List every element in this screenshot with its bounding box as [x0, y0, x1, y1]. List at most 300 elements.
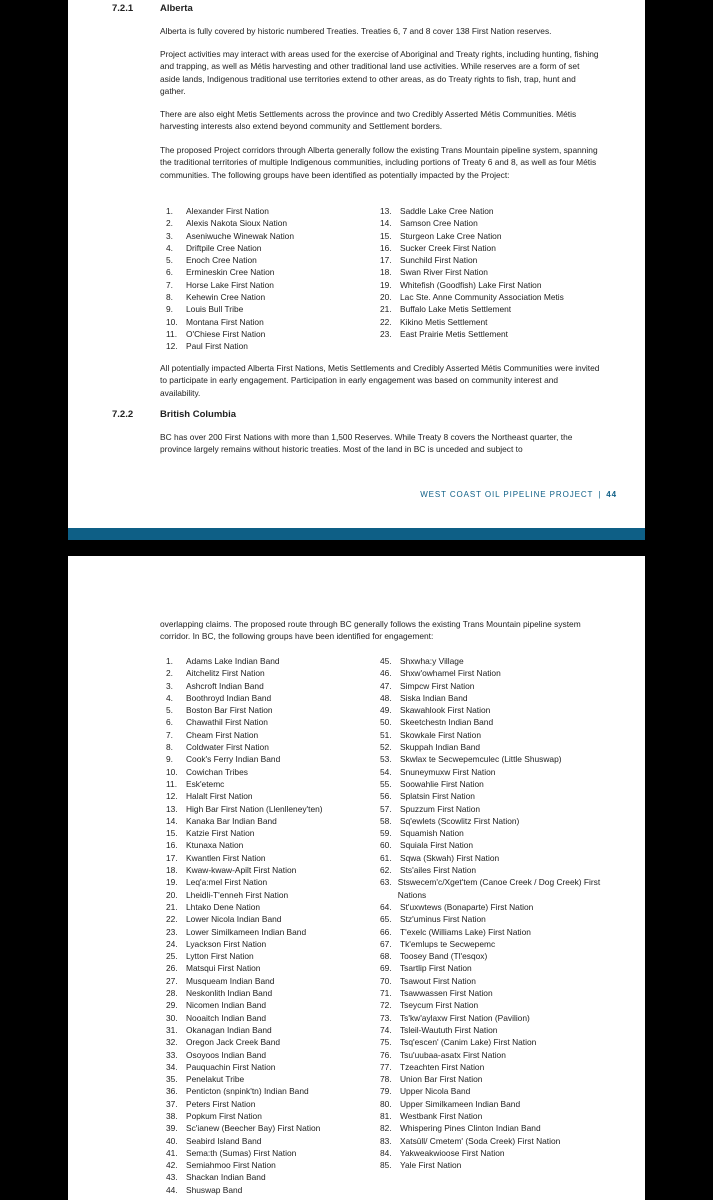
list-item-text: Kikino Metis Settlement: [400, 316, 488, 327]
list-item-text: Lyackson First Nation: [186, 938, 267, 949]
list-item: [166, 987, 366, 999]
list-item: [380, 279, 620, 291]
list-item-number: 12.: [166, 341, 178, 352]
list-item: [380, 291, 620, 303]
list-item-text: Skeetchestn Indian Band: [400, 717, 494, 728]
list-item: [166, 328, 376, 340]
list-item-text: Splatsin First Nation: [400, 791, 475, 802]
list-item-number: 5.: [166, 705, 173, 716]
list-item-text: Lheidli-T'enneh First Nation: [186, 889, 289, 900]
paragraph-early-engagement: All potentially impacted Alberta First Nations, Metis Settlements and Credibly Asserted Métis Communities were invited to participate in early engagement. Participation in early engagement was based on community interest and availability.: [160, 363, 600, 398]
list-item: [380, 1073, 605, 1085]
list-item-text: Sturgeon Lake Cree Nation: [400, 230, 502, 241]
list-item-text: Kehewin Cree Nation: [186, 292, 266, 303]
list-item-number: 22.: [166, 914, 178, 925]
list-item-number: 39.: [166, 1123, 178, 1134]
list-item-text: Ktunaxa Nation: [186, 840, 244, 851]
list-item: [166, 1110, 366, 1122]
list-item: [166, 827, 366, 839]
list-item-number: 64.: [380, 901, 392, 912]
list-item-text: Ermineskin Cree Nation: [186, 267, 275, 278]
list-item-text: Cook's Ferry Indian Band: [186, 754, 281, 765]
list-item-text: Tsartlip First Nation: [400, 963, 472, 974]
list-item-number: 18.: [380, 267, 392, 278]
list-item-text: Driftpile Cree Nation: [186, 242, 262, 253]
list-item: [166, 279, 376, 291]
list-item-number: 61.: [380, 852, 392, 863]
list-item-text: Union Bar First Nation: [400, 1074, 483, 1085]
list-item-number: 76.: [380, 1049, 392, 1060]
list-item: [166, 205, 376, 217]
list-item-text: East Prairie Metis Settlement: [400, 328, 508, 339]
list-item-text: Cowichan Tribes: [186, 766, 248, 777]
list-item-number: 54.: [380, 766, 392, 777]
list-item-number: 66.: [380, 926, 392, 937]
list-item-number: 21.: [166, 901, 178, 912]
list-item-number: 62.: [380, 865, 392, 876]
list-item: [380, 205, 620, 217]
list-item: [166, 1024, 366, 1036]
list-item: [380, 1098, 605, 1110]
list-item-number: 15.: [380, 230, 392, 241]
list-item: [380, 753, 605, 765]
list-item-number: 70.: [380, 975, 392, 986]
list-item-number: 82.: [380, 1123, 392, 1134]
list-item: [166, 1061, 366, 1073]
page-accent-bar: [68, 528, 645, 540]
list-item: [166, 230, 376, 242]
list-item: [380, 217, 620, 229]
list-item: [166, 316, 376, 328]
list-item: [380, 303, 620, 315]
list-item-number: 41.: [166, 1147, 178, 1158]
list-item-text: Sc'ianew (Beecher Bay) First Nation: [186, 1123, 321, 1134]
list-item: [380, 901, 605, 913]
list-item-text: Penticton (snpink'tn) Indian Band: [186, 1086, 309, 1097]
list-item-number: 13.: [380, 206, 392, 216]
list-item-text: Lhtako Dene Nation: [186, 901, 261, 912]
list-item-text: Horse Lake First Nation: [186, 279, 274, 290]
list-item-number: 34.: [166, 1061, 178, 1072]
list-item: [166, 741, 366, 753]
list-item: [166, 950, 366, 962]
list-item-text: Upper Similkameen Indian Band: [400, 1098, 521, 1109]
list-item: [380, 926, 605, 938]
list-item: [166, 303, 376, 315]
list-item-number: 67.: [380, 938, 392, 949]
list-item: [166, 1184, 366, 1196]
list-item: [380, 242, 620, 254]
list-item: [166, 1049, 366, 1061]
list-item-text: Tsawout First Nation: [400, 975, 476, 986]
paragraph-bc-first-nations: BC has over 200 First Nations with more than 1,500 Reserves. While Treaty 8 covers the Northeast quarter, the province largely remains without historic treaties. Most of the land in BC is unceded and subject to: [160, 432, 573, 455]
list-item-text: Skuppah Indian Band: [400, 742, 481, 753]
list-item-text: Pauquachin First Nation: [186, 1061, 276, 1072]
list-item-text: Shxw'owhamel First Nation: [400, 668, 501, 679]
list-item-text: Buffalo Lake Metis Settlement: [400, 304, 512, 315]
list-item-text: Shackan Indian Band: [186, 1172, 266, 1183]
list-item-number: 14.: [166, 815, 178, 826]
list-item: [380, 999, 605, 1011]
list-item-number: 52.: [380, 742, 392, 753]
list-item-text: Sqwa (Skwah) First Nation: [400, 852, 500, 863]
list-item: [166, 803, 366, 815]
list-item-text: Esk'etemc: [186, 778, 225, 789]
list-item-number: 7.: [166, 729, 173, 740]
list-item: [166, 266, 376, 278]
list-item: [380, 254, 620, 266]
list-item-number: 71.: [380, 988, 392, 999]
document-page-45: [68, 556, 645, 1200]
list-item-number: 29.: [166, 1000, 178, 1011]
list-item: [380, 950, 605, 962]
list-item: [166, 291, 376, 303]
list-item-text: Ashcroft Indian Band: [186, 680, 264, 691]
list-item-number: 81.: [380, 1110, 392, 1121]
list-item-text: Cheam First Nation: [186, 729, 259, 740]
list-item-text: St'uxwtews (Bonaparte) First Nation: [400, 901, 534, 912]
list-item: [380, 864, 605, 876]
list-item: [380, 1135, 605, 1147]
alberta-groups-list-right: [380, 205, 620, 340]
list-item-number: 2.: [166, 218, 173, 229]
list-item-text: Coldwater First Nation: [186, 742, 269, 753]
list-item-number: 80.: [380, 1098, 392, 1109]
list-item-text: Leq'a:mel First Nation: [186, 877, 268, 888]
list-item-number: 65.: [380, 914, 392, 925]
list-item: [166, 864, 366, 876]
list-item: [166, 242, 376, 254]
bc-groups-list-right: [380, 655, 605, 1171]
list-item-text: Xatsūll/ Cmetem' (Soda Creek) First Nation: [400, 1135, 561, 1146]
list-item: [380, 1049, 605, 1061]
list-item-text: Swan River First Nation: [400, 267, 488, 278]
list-item-number: 85.: [380, 1160, 392, 1171]
list-item-number: 46.: [380, 668, 392, 679]
list-item-text: Semiahmoo First Nation: [186, 1160, 276, 1171]
list-item-text: Squiala First Nation: [400, 840, 474, 851]
list-item: [380, 1061, 605, 1073]
list-item: [166, 1135, 366, 1147]
paragraph-project-activities: Project activities may interact with areas used for the exercise of Aboriginal and Treaty rights, including hunting, fishing and trapping, as well as Métis harvesting and other traditional land use activities. While reserves are a form of set aside lands, Indigenous traditional use territories extend to other areas, as do Treaty rights to fish, trap, hunt and gather.: [160, 49, 599, 96]
list-item: [166, 839, 366, 851]
list-item: [380, 230, 620, 242]
list-item-number: 78.: [380, 1074, 392, 1085]
paragraph-project-corridors: The proposed Project corridors through Alberta generally follow the existing Trans Mountain pipeline system, spanning the traditional territories of multiple Indigenous communities, including portions of Treaty 6 and 8, as well as four Métis communities. The following groups have been identified as potentially impacted by the Project:: [160, 145, 598, 180]
list-item-text: Matsqui First Nation: [186, 963, 261, 974]
list-item: [380, 975, 605, 987]
list-item-text: Montana First Nation: [186, 316, 264, 327]
list-item-text: Adams Lake Indian Band: [186, 656, 280, 666]
list-item: [380, 1110, 605, 1122]
list-item-number: 83.: [380, 1135, 392, 1146]
list-item-text: Westbank First Nation: [400, 1110, 483, 1121]
list-item-text: Popkum First Nation: [186, 1110, 262, 1121]
section-number: 7.2.1: [112, 3, 134, 14]
list-item-number: 12.: [166, 791, 178, 802]
list-item-number: 8.: [166, 292, 173, 303]
list-item: [380, 266, 620, 278]
list-item-number: 13.: [166, 803, 178, 814]
list-item-number: 4.: [166, 242, 173, 253]
list-item: [380, 704, 605, 716]
list-item-number: 24.: [166, 938, 178, 949]
paragraph-metis-settlements: There are also eight Metis Settlements across the province and two Credibly Asserted Métis Communities. Métis harvesting interests also extend beyond community and Settlement borders.: [160, 109, 577, 132]
list-item-text: Skawahlook First Nation: [400, 705, 491, 716]
list-item-number: 58.: [380, 815, 392, 826]
list-item-number: 60.: [380, 840, 392, 851]
list-item-text: Aitchelitz First Nation: [186, 668, 265, 679]
list-item-number: 10.: [166, 316, 178, 327]
list-item-number: 5.: [166, 255, 173, 266]
list-item-text: Sema:th (Sumas) First Nation: [186, 1147, 297, 1158]
list-item-number: 28.: [166, 988, 178, 999]
list-item-text: Katzie First Nation: [186, 828, 255, 839]
list-item-text: Simpcw First Nation: [400, 680, 475, 691]
list-item: [166, 962, 366, 974]
list-item-number: 1.: [166, 206, 173, 216]
list-item: [166, 254, 376, 266]
list-item-text: Skowkale First Nation: [400, 729, 481, 740]
list-item-text: Stz'uminus First Nation: [400, 914, 486, 925]
list-item-number: 59.: [380, 828, 392, 839]
list-item-number: 63.: [380, 877, 392, 888]
list-item-number: 56.: [380, 791, 392, 802]
list-item: [380, 716, 605, 728]
list-item-number: 31.: [166, 1024, 178, 1035]
list-item-text: Enoch Cree Nation: [186, 255, 257, 266]
footer-project-name: WEST COAST OIL PIPELINE PROJECT: [420, 490, 594, 499]
list-item-text: Ts'kw'aylaxw First Nation (Pavilion): [400, 1012, 530, 1023]
list-item: [166, 975, 366, 987]
list-item: [166, 766, 366, 778]
list-item-number: 3.: [166, 680, 173, 691]
list-item-text: Sts'ailes First Nation: [400, 865, 477, 876]
list-item: [166, 901, 366, 913]
list-item: [166, 692, 366, 704]
list-item-text: Spuzzum First Nation: [400, 803, 481, 814]
list-item-text: Toosey Band (Tl'esqox): [400, 951, 488, 962]
list-item: [380, 741, 605, 753]
list-item-number: 22.: [380, 316, 392, 327]
list-item: [166, 999, 366, 1011]
footer-separator: |: [598, 490, 602, 499]
list-item-text: Osoyoos Indian Band: [186, 1049, 267, 1060]
list-item: [166, 938, 366, 950]
list-item: [166, 876, 366, 888]
list-item: [380, 913, 605, 925]
section-title: British Columbia: [160, 409, 237, 420]
list-item: [380, 987, 605, 999]
list-item-text: Penelakut Tribe: [186, 1074, 245, 1085]
list-item-text: Upper Nicola Band: [400, 1086, 471, 1097]
list-item: [166, 753, 366, 765]
list-item-text: Chawathil First Nation: [186, 717, 268, 728]
section-heading-alberta: [112, 3, 193, 14]
list-item-number: 17.: [166, 852, 178, 863]
list-item-text: Alexis Nakota Sioux Nation: [186, 218, 288, 229]
list-item-number: 79.: [380, 1086, 392, 1097]
list-item: [380, 839, 605, 851]
list-item-number: 11.: [166, 778, 178, 789]
list-item-number: 49.: [380, 705, 392, 716]
paragraph-treaties: Alberta is fully covered by historic numbered Treaties. Treaties 6, 7 and 8 cover 138 First Nation reserves.: [160, 26, 552, 36]
list-item: [380, 680, 605, 692]
list-item-number: 44.: [166, 1184, 178, 1195]
list-item-text: Paul First Nation: [186, 341, 248, 352]
list-item-number: 57.: [380, 803, 392, 814]
list-item: [166, 1098, 366, 1110]
list-item: [166, 655, 366, 667]
list-item-text: Samson Cree Nation: [400, 218, 478, 229]
list-item: [380, 815, 605, 827]
list-item-text: Boothroyd Indian Band: [186, 692, 272, 703]
list-item-text: Shuswap Band: [186, 1184, 243, 1195]
list-item-text: Kanaka Bar Indian Band: [186, 815, 277, 826]
list-item-number: 1.: [166, 656, 173, 666]
list-item: [380, 1085, 605, 1097]
list-item: [166, 889, 366, 901]
list-item-number: 3.: [166, 230, 173, 241]
list-item-number: 21.: [380, 304, 392, 315]
list-item-number: 20.: [380, 292, 392, 303]
list-item-number: 26.: [166, 963, 178, 974]
list-item-number: 72.: [380, 1000, 392, 1011]
list-item-text: Tseycum First Nation: [400, 1000, 479, 1011]
list-item-text: Yakweakwioose First Nation: [400, 1147, 505, 1158]
list-item-number: 19.: [166, 877, 178, 888]
list-item: [166, 1122, 366, 1134]
list-item-number: 9.: [166, 304, 173, 315]
list-item-number: 18.: [166, 865, 178, 876]
list-item-number: 38.: [166, 1110, 178, 1121]
list-item-text: Sq'ewlets (Scowlitz First Nation): [400, 815, 520, 826]
list-item-number: 16.: [380, 242, 392, 253]
list-item-number: 7.: [166, 279, 173, 290]
document-page-44: [68, 0, 645, 540]
list-item-text: Whitefish (Goodfish) Lake First Nation: [400, 279, 542, 290]
list-item: [166, 217, 376, 229]
page-footer: [420, 490, 617, 499]
list-item: [380, 667, 605, 679]
list-item: [380, 938, 605, 950]
page-number: 44: [606, 490, 617, 499]
list-item: [166, 1085, 366, 1097]
list-item-number: 73.: [380, 1012, 392, 1023]
list-item-text: High Bar First Nation (Llenlleney'ten): [186, 803, 323, 814]
list-item-number: 15.: [166, 828, 178, 839]
list-item-text: Squamish Nation: [400, 828, 464, 839]
list-item: [166, 815, 366, 827]
list-item-text: Halalt First Nation: [186, 791, 253, 802]
list-item-number: 25.: [166, 951, 178, 962]
list-item: [166, 790, 366, 802]
list-item-number: 23.: [380, 328, 392, 339]
list-item-text: Nooaitch Indian Band: [186, 1012, 267, 1023]
list-item-text: Tzeachten First Nation: [400, 1061, 485, 1072]
list-item: [166, 716, 366, 728]
list-item-text: Peters First Nation: [186, 1098, 256, 1109]
list-item-number: 14.: [380, 218, 392, 229]
list-item-text: T'exelc (Williams Lake) First Nation: [400, 926, 531, 937]
list-item: [166, 1036, 366, 1048]
list-item-text: Seabird Island Band: [186, 1135, 262, 1146]
list-item-number: 30.: [166, 1012, 178, 1023]
list-item: [380, 729, 605, 741]
list-item-text: Aseniwuche Winewak Nation: [186, 230, 294, 241]
list-item-text: Musqueam Indian Band: [186, 975, 275, 986]
list-item-number: 6.: [166, 717, 173, 728]
list-item-number: 6.: [166, 267, 173, 278]
bc-groups-list-left: [166, 655, 366, 1196]
list-item-text: Kwaw-kwaw-Apilt First Nation: [186, 865, 297, 876]
list-item: [166, 704, 366, 716]
list-item-text: Yale First Nation: [400, 1160, 462, 1171]
list-item: [166, 852, 366, 864]
list-item-number: 27.: [166, 975, 178, 986]
list-item: [166, 1159, 366, 1171]
list-item: [380, 692, 605, 704]
list-item: [380, 852, 605, 864]
list-item-number: 20.: [166, 889, 178, 900]
section-title: Alberta: [160, 3, 193, 14]
list-item-text: Shxwha:y Village: [400, 656, 464, 666]
list-item-number: 47.: [380, 680, 392, 691]
list-item-text: O'Chiese First Nation: [186, 328, 266, 339]
list-item: [166, 680, 366, 692]
list-item-number: 42.: [166, 1160, 178, 1171]
list-item-number: 36.: [166, 1086, 178, 1097]
paragraph-overlapping-claims: overlapping claims. The proposed route through BC generally follows the existing Trans Mountain pipeline system corridor. In BC, the following groups have been identified for engagement:: [160, 619, 581, 642]
list-item: [166, 340, 376, 352]
list-item: [380, 962, 605, 974]
list-item-text: Neskonlith Indian Band: [186, 988, 273, 999]
list-item: [380, 655, 605, 667]
list-item: [380, 827, 605, 839]
list-item: [380, 1024, 605, 1036]
list-item-text: Saddle Lake Cree Nation: [400, 206, 494, 216]
list-item-number: 43.: [166, 1172, 178, 1183]
list-item-number: 74.: [380, 1024, 392, 1035]
list-item: [380, 1012, 605, 1024]
list-item-number: 17.: [380, 255, 392, 266]
list-item-number: 19.: [380, 279, 392, 290]
list-item-number: 51.: [380, 729, 392, 740]
list-item-text: Nicomen Indian Band: [186, 1000, 267, 1011]
list-item: [166, 913, 366, 925]
list-item-number: 69.: [380, 963, 392, 974]
list-item-text: Stswecem'c/Xget'tem (Canoe Creek / Dog Creek) First Nations: [397, 877, 601, 900]
list-item: [380, 766, 605, 778]
list-item-number: 48.: [380, 692, 392, 703]
list-item-number: 23.: [166, 926, 178, 937]
list-item-text: Tk'emlups te Secwepemc: [400, 938, 496, 949]
list-item-text: Siska Indian Band: [400, 692, 468, 703]
list-item: [380, 1122, 605, 1134]
list-item-number: 45.: [380, 656, 392, 666]
list-item-text: Lytton First Nation: [186, 951, 254, 962]
list-item: [380, 1159, 605, 1171]
list-item: [166, 778, 366, 790]
list-item-text: Sunchild First Nation: [400, 255, 478, 266]
list-item-text: Oregon Jack Creek Band: [186, 1037, 281, 1048]
list-item-text: Soowahlie First Nation: [400, 778, 484, 789]
list-item: [380, 790, 605, 802]
list-item: [380, 876, 605, 901]
list-item-text: Sucker Creek First Nation: [400, 242, 496, 253]
list-item: [166, 1073, 366, 1085]
list-item-text: Lower Nicola Indian Band: [186, 914, 282, 925]
